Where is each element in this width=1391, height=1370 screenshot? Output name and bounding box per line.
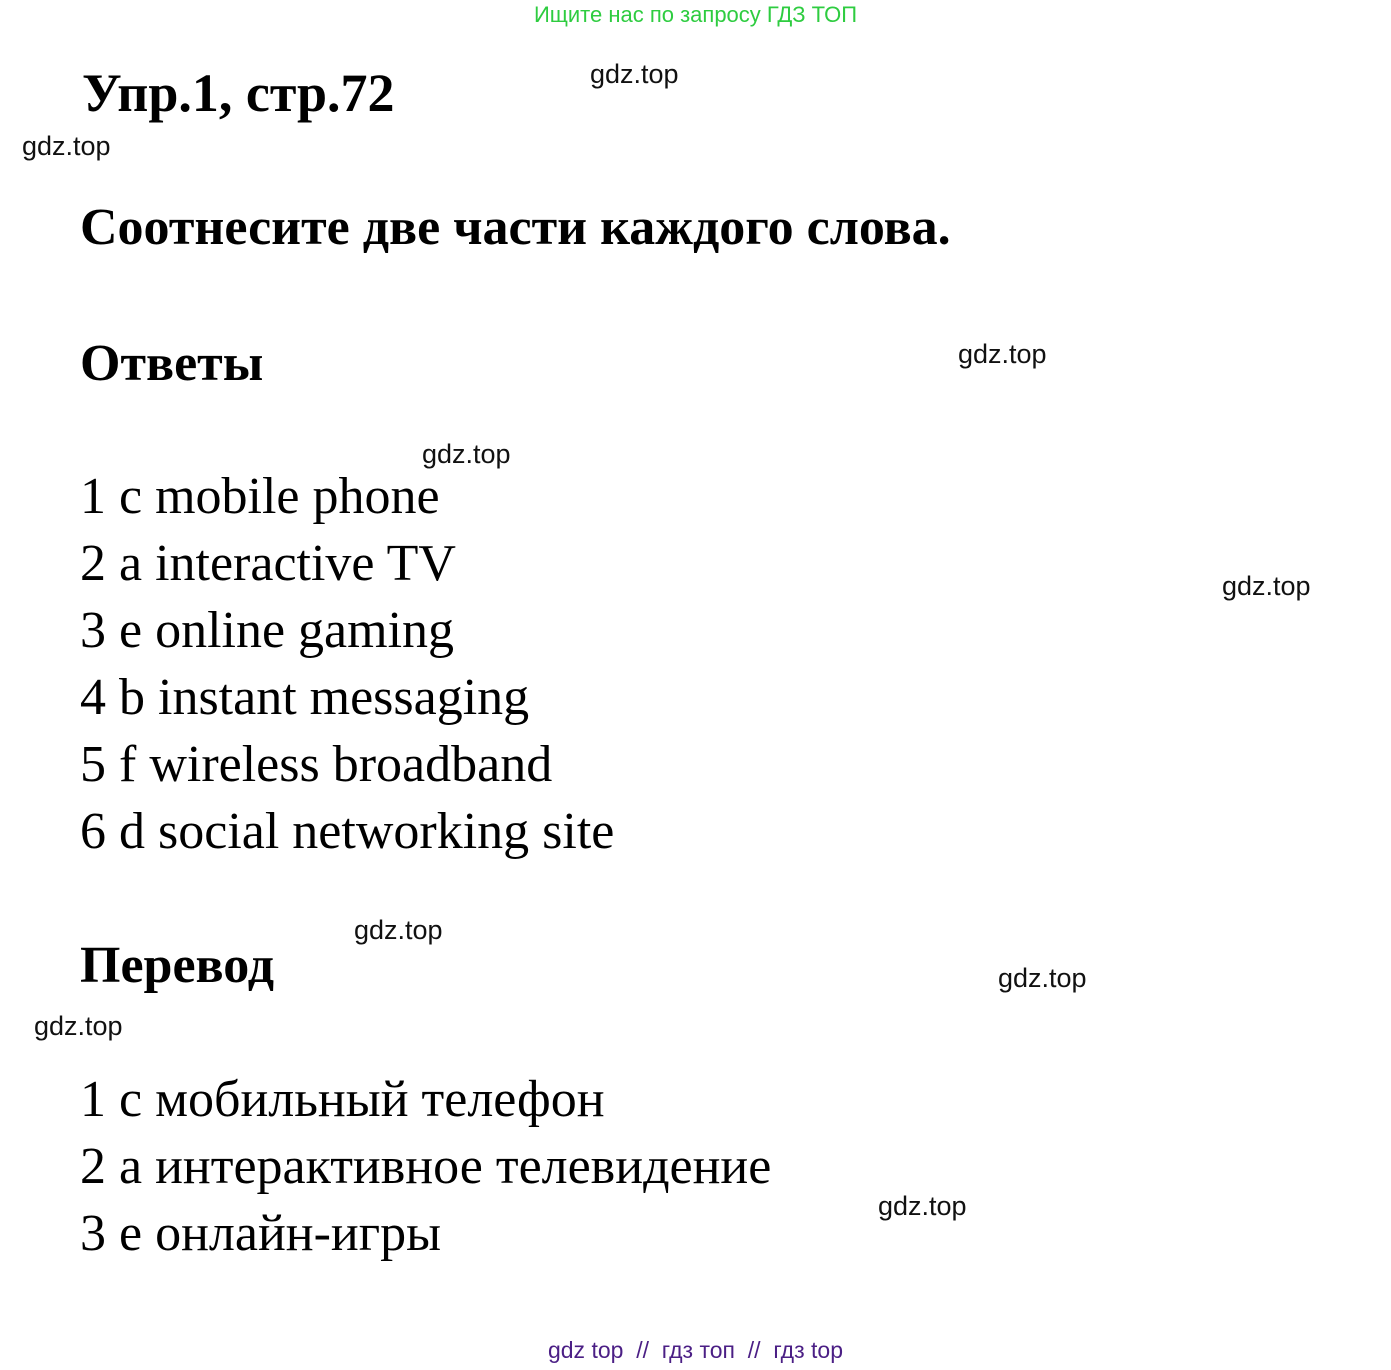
watermark: gdz.top: [590, 59, 679, 89]
answer-item: 3 e online gaming: [80, 602, 455, 659]
translation-item: 3 е онлайн-игры: [80, 1205, 442, 1262]
watermark: gdz.top: [1222, 571, 1311, 601]
top-banner[interactable]: Ищите нас по запросу ГДЗ ТОП: [533, 2, 858, 27]
watermark: gdz.top: [958, 339, 1047, 369]
watermark: gdz.top: [354, 915, 443, 945]
answer-list: [80, 463, 614, 865]
answers-heading: Ответы: [80, 335, 264, 392]
answer-item: 6 d social networking site: [80, 803, 615, 860]
watermark: gdz.top: [22, 131, 111, 161]
answer-item: 5 f wireless broadband: [80, 736, 553, 793]
translation-item: 1 с мобильный телефон: [80, 1071, 605, 1128]
exercise-title: Упр.1, стр.72: [82, 63, 395, 123]
footer-links[interactable]: gdz top // гдз топ // гдз top: [547, 1337, 844, 1363]
watermark: gdz.top: [998, 963, 1087, 993]
answer-item: 1 c mobile phone: [80, 468, 440, 525]
translation-heading: Перевод: [80, 937, 275, 994]
watermark: gdz.top: [878, 1191, 967, 1221]
task-text: Соотнесите две части каждого слова.: [80, 199, 951, 256]
translation-list: [80, 1066, 771, 1267]
watermark: gdz.top: [34, 1011, 123, 1041]
watermark: gdz.top: [422, 439, 511, 469]
translation-item: 2 а интерактивное телевидение: [80, 1138, 772, 1195]
answer-item: 2 a interactive TV: [80, 535, 456, 592]
answer-item: 4 b instant messaging: [80, 669, 530, 726]
